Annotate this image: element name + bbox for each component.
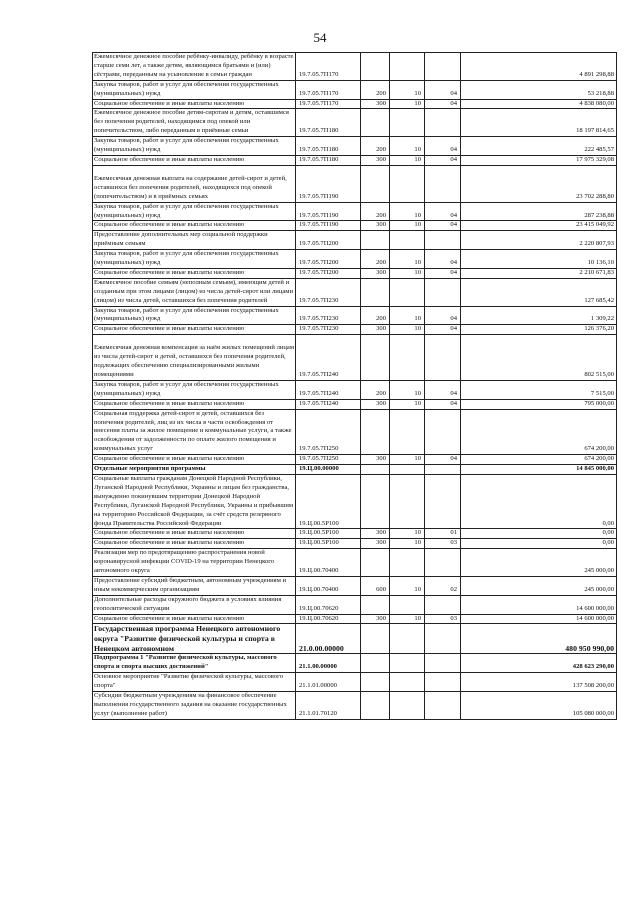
- row-sum: 674 200,00: [461, 455, 617, 465]
- row-sum: 7 515,00: [461, 380, 617, 399]
- row-section: 10: [390, 155, 425, 165]
- table-row: [93, 380, 617, 399]
- row-name: Социальное обеспечение и иные выплаты населению: [93, 99, 296, 109]
- row-expense-type: [361, 231, 390, 250]
- row-sum: 14 845 000,00: [461, 465, 617, 475]
- row-section: 10: [390, 80, 425, 99]
- table-row: [93, 202, 617, 221]
- table-row: [93, 109, 617, 137]
- row-sum: 126 376,20: [461, 325, 617, 335]
- row-code: 19.7.05.7П230: [296, 306, 361, 325]
- row-name: Ежемесячное денежное пособие ребёнку-инвалиду, ребёнку в возрасте старше семи лет, а также детям, являющимся братьями и (или) сёстрами, переданным на усыновление в семьи граждан: [93, 53, 296, 81]
- row-expense-type: [361, 474, 390, 528]
- table-row: [93, 335, 617, 381]
- row-code: 19.Ц.00.70400: [296, 549, 361, 577]
- table-row: [93, 624, 617, 654]
- row-name: Закупка товаров, работ и услуг для обеспечения государственных (муниципальных) нужд: [93, 250, 296, 269]
- row-sum: 2 210 671,83: [461, 268, 617, 278]
- row-expense-type: 200: [361, 306, 390, 325]
- table-row: [93, 595, 617, 614]
- row-section: 10: [390, 268, 425, 278]
- row-name: Ежемесячное пособие семьям (неполным семьям), имеющим детей и созданным при этом лицами (лицом) из числа детей-сирот или лицами (лицом) из числа детей, оставшихся без попечения родителей: [93, 278, 296, 306]
- row-section: [390, 624, 425, 654]
- row-subsection: 04: [425, 155, 461, 165]
- row-code: 19.7.05.7П180: [296, 109, 361, 137]
- row-subsection: 04: [425, 99, 461, 109]
- row-sum: 0,00: [461, 539, 617, 549]
- row-section: 10: [390, 99, 425, 109]
- row-subsection: 04: [425, 325, 461, 335]
- row-code: 21.1.01.00000: [296, 673, 361, 692]
- row-subsection: 03: [425, 539, 461, 549]
- row-code: 19.7.05.7П170: [296, 99, 361, 109]
- table-row: [93, 673, 617, 692]
- table-row: [93, 529, 617, 539]
- row-expense-type: [361, 595, 390, 614]
- row-code: 19.7.05.7П240: [296, 335, 361, 381]
- row-section: 10: [390, 137, 425, 156]
- row-code: 19.7.05.7П190: [296, 202, 361, 221]
- table-row: [93, 155, 617, 165]
- row-name: Реализация мер по предотвращению распространения новой коронавирусной инфекции COVID-19 на территории Ненецкого автономного округа: [93, 549, 296, 577]
- row-name: Ежемесячная денежная выплата на содержание детей-сирот и детей, оставшихся без попечения родителей, находящихся под опекой (попечительством) и в приёмных семьях: [93, 165, 296, 202]
- row-name: Закупка товаров, работ и услуг для обеспечения государственных (муниципальных) нужд: [93, 80, 296, 99]
- row-expense-type: [361, 278, 390, 306]
- row-name: Социальное обеспечение и иные выплаты населению: [93, 221, 296, 231]
- row-expense-type: 300: [361, 455, 390, 465]
- row-subsection: [425, 335, 461, 381]
- row-sum: 23 415 049,92: [461, 221, 617, 231]
- row-code: 19.7.05.7П250: [296, 455, 361, 465]
- row-sum: 105 080 000,00: [461, 691, 617, 719]
- row-code: 19.7.05.7П190: [296, 165, 361, 202]
- row-name: Отдельные мероприятия программы: [93, 465, 296, 475]
- table-row: [93, 80, 617, 99]
- row-section: [390, 409, 425, 455]
- table-row: [93, 137, 617, 156]
- row-expense-type: [361, 409, 390, 455]
- row-expense-type: [361, 53, 390, 81]
- table-row: [93, 165, 617, 202]
- row-expense-type: 200: [361, 380, 390, 399]
- row-section: 10: [390, 576, 425, 595]
- row-subsection: [425, 53, 461, 81]
- row-subsection: 04: [425, 80, 461, 99]
- row-section: [390, 278, 425, 306]
- row-expense-type: [361, 165, 390, 202]
- row-section: 10: [390, 529, 425, 539]
- row-section: [390, 231, 425, 250]
- row-section: [390, 673, 425, 692]
- row-name: Социальное обеспечение и иные выплаты населению: [93, 529, 296, 539]
- row-section: [390, 549, 425, 577]
- row-sum: 795 000,00: [461, 399, 617, 409]
- row-subsection: 03: [425, 614, 461, 624]
- row-name: Закупка товаров, работ и услуг для обеспечения государственных (муниципальных) нужд: [93, 202, 296, 221]
- row-expense-type: [361, 691, 390, 719]
- row-code: 19.Ц.00.70620: [296, 614, 361, 624]
- row-sum: 245 000,00: [461, 576, 617, 595]
- row-name: Закупка товаров, работ и услуг для обеспечения государственных (муниципальных) нужд: [93, 137, 296, 156]
- row-expense-type: [361, 465, 390, 475]
- row-code: 19.7.05.7П200: [296, 268, 361, 278]
- row-code: 21.0.00.00000: [296, 624, 361, 654]
- table-row: [93, 99, 617, 109]
- row-sum: 222 485,57: [461, 137, 617, 156]
- row-name: Субсидии бюджетным учреждениям на финансовое обеспечение выполнения государственного задания на оказание государственных услуг (выполнение работ): [93, 691, 296, 719]
- row-sum: 0,00: [461, 474, 617, 528]
- row-name: Основное мероприятие "Развитие физической культуры, массового спорта": [93, 673, 296, 692]
- table-row: [93, 539, 617, 549]
- table-row: [93, 465, 617, 475]
- table-body: [93, 53, 617, 720]
- row-subsection: [425, 624, 461, 654]
- row-subsection: 02: [425, 576, 461, 595]
- row-subsection: [425, 109, 461, 137]
- row-code: 19.7.05.7П250: [296, 409, 361, 455]
- table-row: [93, 455, 617, 465]
- row-section: 10: [390, 250, 425, 269]
- row-expense-type: [361, 654, 390, 673]
- table-row: [93, 221, 617, 231]
- row-code: 19.7.05.7П180: [296, 137, 361, 156]
- budget-table: [92, 52, 617, 720]
- row-name: Предоставление дополнительных мер социальной поддержки приёмным семьям: [93, 231, 296, 250]
- row-expense-type: 300: [361, 99, 390, 109]
- row-code: 19.7.05.7П230: [296, 325, 361, 335]
- row-subsection: [425, 409, 461, 455]
- row-subsection: 04: [425, 250, 461, 269]
- row-subsection: [425, 231, 461, 250]
- row-expense-type: 300: [361, 221, 390, 231]
- row-sum: 0,00: [461, 529, 617, 539]
- row-subsection: [425, 673, 461, 692]
- row-section: 10: [390, 202, 425, 221]
- row-sum: 2 220 807,93: [461, 231, 617, 250]
- row-section: [390, 335, 425, 381]
- table-row: [93, 409, 617, 455]
- row-section: [390, 595, 425, 614]
- row-name: Социальное обеспечение и иные выплаты населению: [93, 539, 296, 549]
- table-row: [93, 474, 617, 528]
- row-expense-type: 300: [361, 539, 390, 549]
- row-sum: 17 975 329,08: [461, 155, 617, 165]
- row-code: 19.7.05.7П170: [296, 53, 361, 81]
- row-sum: 127 685,42: [461, 278, 617, 306]
- row-expense-type: 300: [361, 155, 390, 165]
- row-section: [390, 654, 425, 673]
- row-name: Ежемесячная денежная компенсация за наём жилых помещений лицам из числа детей-сирот и детей, оставшихся без попечения родителей, подлежащих обеспечению специализированными жилыми помещениями: [93, 335, 296, 381]
- row-sum: 4 838 080,00: [461, 99, 617, 109]
- row-code: 19.7.05.7П240: [296, 399, 361, 409]
- row-name: Предоставление субсидий бюджетным, автономным учреждениям и иным некоммерческим организациям: [93, 576, 296, 595]
- row-name: Социальное обеспечение и иные выплаты населению: [93, 155, 296, 165]
- row-section: 10: [390, 399, 425, 409]
- row-subsection: 04: [425, 268, 461, 278]
- row-subsection: [425, 474, 461, 528]
- row-section: [390, 691, 425, 719]
- row-section: 10: [390, 221, 425, 231]
- row-section: 10: [390, 539, 425, 549]
- table-row: [93, 306, 617, 325]
- table-row: [93, 325, 617, 335]
- row-subsection: 04: [425, 399, 461, 409]
- row-expense-type: 600: [361, 576, 390, 595]
- row-sum: 802 515,00: [461, 335, 617, 381]
- row-name: Закупка товаров, работ и услуг для обеспечения государственных (муниципальных) нужд: [93, 380, 296, 399]
- row-subsection: 04: [425, 221, 461, 231]
- table-row: [93, 278, 617, 306]
- row-code: 19.Ц.00.70400: [296, 576, 361, 595]
- row-code: 19.7.05.7П190: [296, 221, 361, 231]
- row-sum: 1 309,22: [461, 306, 617, 325]
- row-sum: 10 136,10: [461, 250, 617, 269]
- row-name: Социальное обеспечение и иные выплаты населению: [93, 268, 296, 278]
- row-code: 19.Ц.00.5Р100: [296, 529, 361, 539]
- page-number: 54: [313, 30, 327, 45]
- row-code: 19.7.05.7П180: [296, 155, 361, 165]
- row-section: [390, 53, 425, 81]
- row-sum: 480 950 990,00: [461, 624, 617, 654]
- row-name: Государственная программа Ненецкого автономного округа "Развитие физической культуры и спорта в Ненецком автономном: [93, 624, 296, 654]
- row-name: Социальное обеспечение и иные выплаты населению: [93, 325, 296, 335]
- row-expense-type: 200: [361, 202, 390, 221]
- row-name: Социальное обеспечение и иные выплаты населению: [93, 455, 296, 465]
- row-code: 21.1.00.00000: [296, 654, 361, 673]
- row-name: Социальное обеспечение и иные выплаты населению: [93, 399, 296, 409]
- table-row: [93, 614, 617, 624]
- row-code: 19.Ц.00.70620: [296, 595, 361, 614]
- row-subsection: [425, 465, 461, 475]
- row-subsection: [425, 654, 461, 673]
- row-subsection: 01: [425, 529, 461, 539]
- row-subsection: 04: [425, 202, 461, 221]
- row-expense-type: 300: [361, 325, 390, 335]
- row-expense-type: [361, 673, 390, 692]
- row-sum: 14 600 000,00: [461, 614, 617, 624]
- row-code: 19.7.05.7П230: [296, 278, 361, 306]
- row-name: Социальная поддержка детей-сирот и детей, оставшихся без попечения родителей, лиц из их числа в части освобождения от внесения платы за жилое помещение и коммунальные услуги, а также освобождения от задолженности по оплате жилого помещения и коммунальных услуг: [93, 409, 296, 455]
- row-subsection: 04: [425, 455, 461, 465]
- table-row: [93, 654, 617, 673]
- row-code: 19.7.05.7П200: [296, 250, 361, 269]
- row-sum: 287 238,88: [461, 202, 617, 221]
- row-sum: 4 891 298,88: [461, 53, 617, 81]
- row-subsection: 04: [425, 306, 461, 325]
- row-expense-type: 200: [361, 80, 390, 99]
- row-expense-type: [361, 335, 390, 381]
- row-name: Подпрограмма 1 "Развитие физической культуры, массового спорта и спорта высших достижений": [93, 654, 296, 673]
- row-expense-type: 300: [361, 399, 390, 409]
- row-section: [390, 465, 425, 475]
- row-subsection: [425, 165, 461, 202]
- table-row: [93, 268, 617, 278]
- row-section: 10: [390, 614, 425, 624]
- row-section: 10: [390, 325, 425, 335]
- row-section: [390, 165, 425, 202]
- row-expense-type: [361, 109, 390, 137]
- row-code: 19.Ц.00.5Р100: [296, 539, 361, 549]
- row-expense-type: 300: [361, 268, 390, 278]
- row-code: 21.1.01.70120: [296, 691, 361, 719]
- row-sum: 137 508 200,00: [461, 673, 617, 692]
- row-expense-type: 200: [361, 250, 390, 269]
- row-name: Социальные выплаты гражданам Донецкой Народной Республики, Луганской Народной Республики, Украины и лицам без гражданства, вынужденно покинувшим территории Донецкой Народной Республики, Луганской Народной Республики, Украины и прибывшим на территорию Российской Федерации, за счёт средств резервного фонда Правительства Российской Федерации: [93, 474, 296, 528]
- row-sum: 23 702 288,80: [461, 165, 617, 202]
- row-expense-type: [361, 624, 390, 654]
- row-section: [390, 474, 425, 528]
- row-code: 19.7.05.7П240: [296, 380, 361, 399]
- row-expense-type: 300: [361, 614, 390, 624]
- row-name: Дополнительные расходы окружного бюджета в условиях влияния геополитической ситуации: [93, 595, 296, 614]
- row-expense-type: 200: [361, 137, 390, 156]
- row-expense-type: [361, 549, 390, 577]
- row-subsection: [425, 595, 461, 614]
- row-code: 19.7.05.7П170: [296, 80, 361, 99]
- table-row: [93, 53, 617, 81]
- row-sum: 18 197 814,65: [461, 109, 617, 137]
- row-code: 19.Ц.00.00000: [296, 465, 361, 475]
- table-row: [93, 231, 617, 250]
- row-section: 10: [390, 306, 425, 325]
- row-sum: 14 600 000,00: [461, 595, 617, 614]
- row-code: 19.Ц.00.5Р100: [296, 474, 361, 528]
- table-row: [93, 691, 617, 719]
- table-row: [93, 576, 617, 595]
- table-row: [93, 250, 617, 269]
- row-section: [390, 109, 425, 137]
- table-row: [93, 549, 617, 577]
- row-subsection: [425, 691, 461, 719]
- row-code: 19.7.05.7П200: [296, 231, 361, 250]
- table-row: [93, 399, 617, 409]
- row-name: Ежемесячное денежное пособие детям-сиротам и детям, оставшимся без попечения родителей, находящимся под опекой или попечительством, либо переданным в приёмные семьи: [93, 109, 296, 137]
- row-name: Закупка товаров, работ и услуг для обеспечения государственных (муниципальных) нужд: [93, 306, 296, 325]
- row-section: 10: [390, 380, 425, 399]
- row-subsection: 04: [425, 380, 461, 399]
- row-expense-type: 300: [361, 529, 390, 539]
- row-sum: 245 000,00: [461, 549, 617, 577]
- row-sum: 53 218,88: [461, 80, 617, 99]
- row-sum: 674 200,00: [461, 409, 617, 455]
- row-sum: 428 623 290,00: [461, 654, 617, 673]
- row-name: Социальное обеспечение и иные выплаты населению: [93, 614, 296, 624]
- row-subsection: [425, 278, 461, 306]
- row-subsection: 04: [425, 137, 461, 156]
- row-section: 10: [390, 455, 425, 465]
- row-subsection: [425, 549, 461, 577]
